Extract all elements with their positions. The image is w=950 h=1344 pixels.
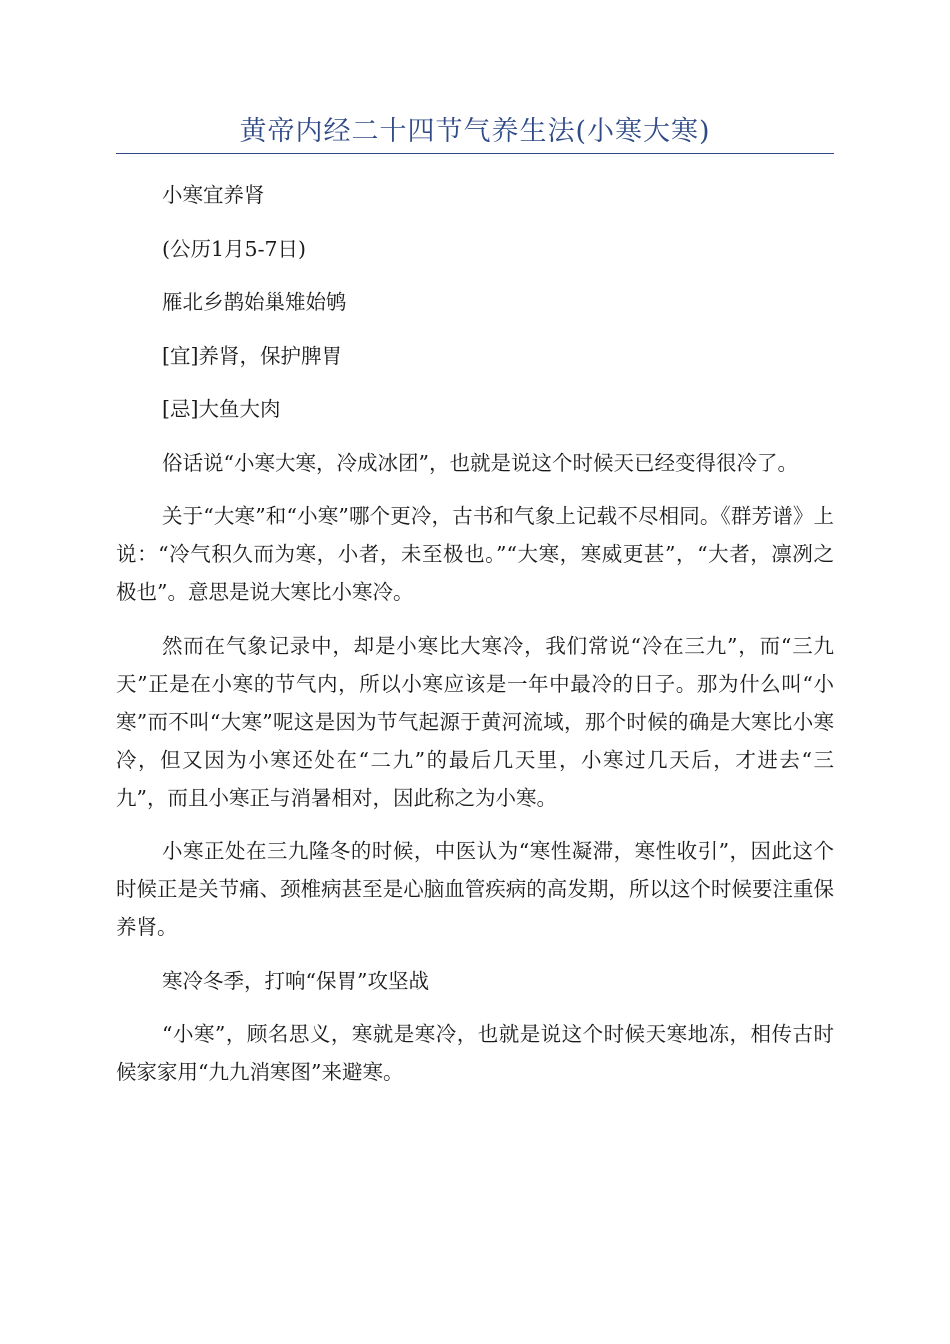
paragraph: [忌]大鱼大肉 (162, 397, 281, 421)
paragraph: 小寒宜养肾 (162, 183, 265, 207)
paragraph: “小寒”，顾名思义，寒就是寒冷，也就是说这个时候天寒地冻，相传古时候家家用“九九消寒图”来避寒。 (116, 1022, 834, 1084)
paragraph: 小寒正处在三九隆冬的时候，中医认为“寒性凝滞，寒性收引”，因此这个时候正是关节痛、颈椎病甚至是心脑血管疾病的高发期，所以这个时候要注重保养肾。 (116, 839, 834, 939)
paragraph: 雁北乡鹊始巢雉始鸲 (162, 290, 347, 314)
title-underline (116, 153, 834, 154)
paragraph: 寒冷冬季，打响“保胃”攻坚战 (162, 968, 429, 993)
document-title: 黄帝内经二十四节气养生法(小寒大寒) (239, 116, 711, 147)
paragraph: (公历1月5-7日) (162, 236, 307, 261)
document-body (116, 176, 834, 1107)
paragraph: 俗话说“小寒大寒，冷成冰团”，也就是说这个时候天已经变得很冷了。 (162, 450, 798, 475)
paragraph: [宜]养肾，保护脾胃 (162, 343, 342, 368)
paragraph: 然而在气象记录中，却是小寒比大寒冷，我们常说“冷在三九”，而“三九天”正是在小寒的节气内，所以小寒应该是一年中最冷的日子。那为什么叫“小寒”而不叫“大寒”呢这是因为节气起源于黄河流域，那个时候的确是大寒比小寒冷，但又因为小寒还处在“二九”的最后几天里，小寒过几天后，才进去“三九”，而且小寒正与消暑相对，因此称之为小寒。 (116, 633, 834, 810)
paragraph: 关于“大寒”和“小寒”哪个更冷，古书和气象上记载不尽相同。《群芳谱》上说：“冷气积久而为寒，小者，未至极也。”“大寒，寒威更甚”，“大者，凛冽之极也”。意思是说大寒比小寒冷。 (116, 504, 834, 604)
